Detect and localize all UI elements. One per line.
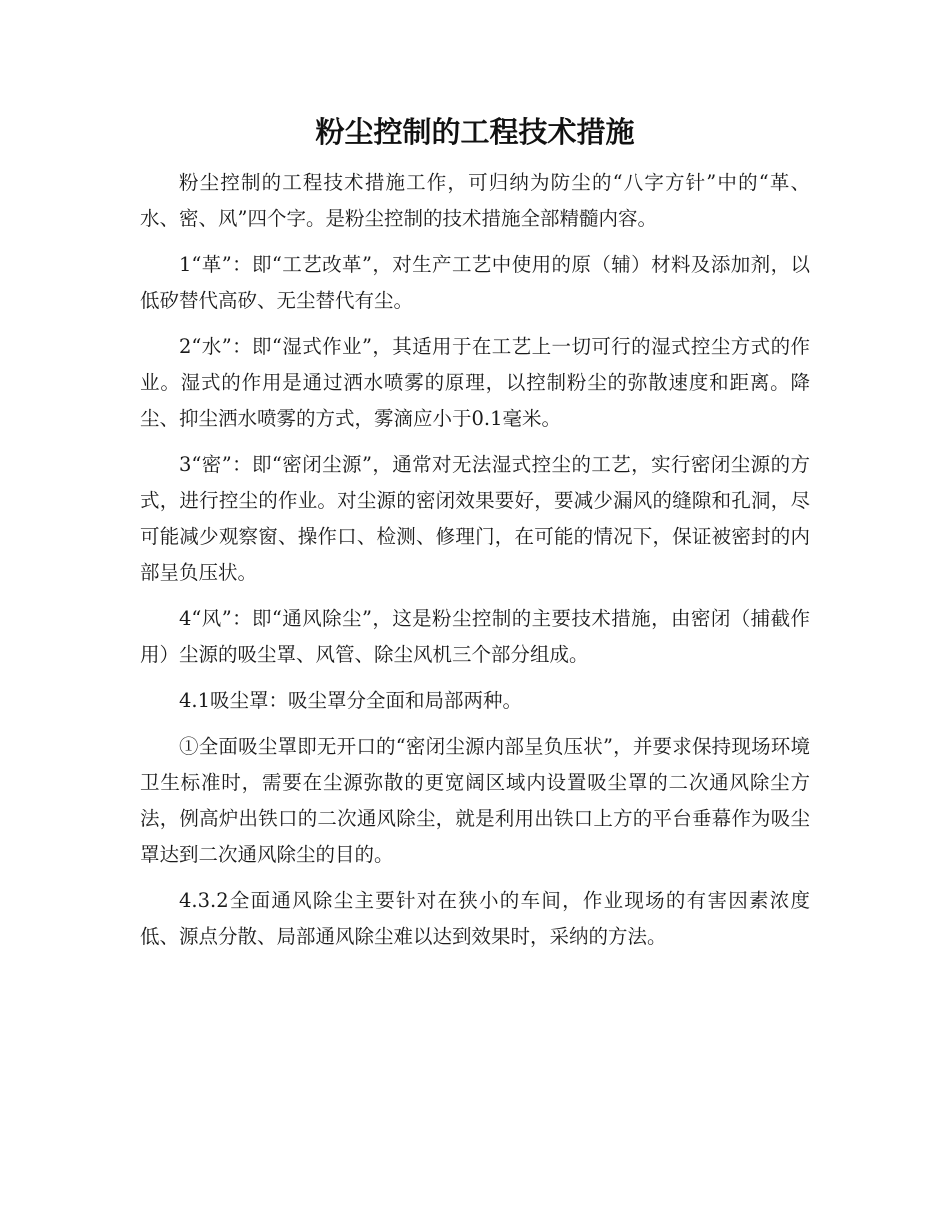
- paragraph-mi: 3“密”：即“密闭尘源”，通常对无法湿式控尘的工艺，实行密闭尘源的方式，进行控尘的作业。对尘源的密闭效果要好，要减少漏风的缝隙和孔洞，尽可能减少观察窗、操作口、检测、修理门，在可能的情况下，保证被密封的内部呈负压状。: [140, 453, 810, 584]
- document-title: 粉尘控制的工程技术措施: [315, 115, 635, 149]
- paragraph-4-3-2: 4.3.2全面通风除尘主要针对在狭小的车间，作业现场的有害因素浓度低、源点分散、局部通风除尘难以达到效果时，采纳的方法。: [140, 889, 810, 948]
- paragraph-4-1: 4.1吸尘罩：吸尘罩分全面和局部两种。: [179, 689, 523, 712]
- paragraph-shui: 2“水”：即“湿式作业”，其适用于在工艺上一切可行的湿式控尘方式的作业。湿式的作用是通过洒水喷雾的原理，以控制粉尘的弥散速度和距离。降尘、抑尘洒水喷雾的方式，雾滴应小于0.1毫米。: [140, 335, 810, 430]
- paragraph-full-hood: ①全面吸尘罩即无开口的“密闭尘源内部呈负压状”，并要求保持现场环境卫生标准时，需要在尘源弥散的更宽阔区域内设置吸尘罩的二次通风除尘方法，例高炉出铁口的二次通风除尘，就是利用出铁口上方的平台垂幕作为吸尘罩达到二次通风除尘的目的。: [140, 735, 810, 866]
- paragraph-ge: 1“革”：即“工艺改革”，对生产工艺中使用的原（辅）材料及添加剂，以低矽替代高矽、无尘替代有尘。: [140, 253, 810, 312]
- document-body: [140, 165, 810, 965]
- paragraph-intro: 粉尘控制的工程技术措施工作，可归纳为防尘的“八字方针”中的“革、水、密、风”四个字。是粉尘控制的技术措施全部精髓内容。: [140, 171, 810, 230]
- paragraph-feng: 4“风”：即“通风除尘”，这是粉尘控制的主要技术措施，由密闭（捕截作用）尘源的吸尘罩、风管、除尘风机三个部分组成。: [140, 607, 810, 666]
